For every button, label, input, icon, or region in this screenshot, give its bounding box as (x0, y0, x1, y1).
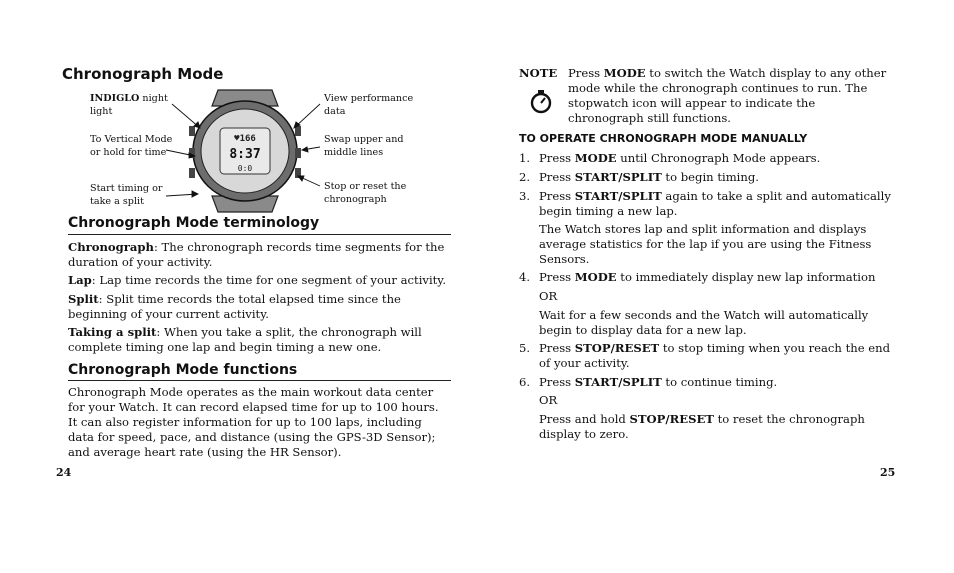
step-1-post: until Chronograph Mode appears. (616, 151, 821, 165)
step-5-pre: Press (539, 341, 575, 355)
term-taking-split (68, 325, 451, 355)
step-4-pre: Press (539, 270, 575, 284)
step-4-key: MODE (574, 270, 617, 284)
term-split (68, 292, 451, 322)
step-5-number: 5. (519, 341, 531, 355)
term-lap-label: Lap (68, 273, 92, 287)
term-lap-text: : Lap time records the time for one segment of your activity. (91, 273, 447, 287)
step-2-key: START/SPLIT (574, 170, 662, 184)
callout-swap-lines: Swap upper and middle lines (324, 134, 404, 158)
step-3-post: again to take a split and automatically begin timing a new lap. (539, 189, 891, 218)
step-5-post: to stop timing when you reach the end of your activity. (539, 341, 890, 370)
page-number-right: 25 (880, 466, 896, 479)
procedure-heading: TO OPERATE CHRONOGRAPH MODE MANUALLY (519, 132, 808, 145)
stopwatch-icon (529, 89, 553, 115)
step-5-key: STOP/RESET (574, 341, 660, 355)
step-4-or: OR (539, 289, 558, 303)
callout-stop-reset: Stop or reset the chronograph (324, 181, 407, 205)
step-4-number: 4. (519, 270, 531, 284)
terminology-heading: Chronograph Mode terminology (68, 215, 320, 231)
step-4-alternative: Wait for a few seconds and the Watch will automatically begin to display data for a new lap. (539, 308, 869, 337)
term-chronograph (68, 240, 451, 270)
note-label (519, 66, 557, 81)
term-taking-split-label: Taking a split (68, 325, 157, 339)
step-6-pre: Press (539, 375, 575, 389)
step-2-post: to begin timing. (661, 170, 759, 184)
step-6-key: START/SPLIT (574, 375, 662, 389)
terminology-rule (68, 234, 451, 235)
page-title: Chronograph Mode (62, 65, 224, 83)
step-1-pre: Press (539, 151, 575, 165)
step-3-key: START/SPLIT (574, 189, 662, 203)
step-3-number: 3. (519, 189, 531, 203)
callout-view-data: View performance data (324, 93, 414, 117)
callout-indiglo-text: night light (90, 93, 168, 117)
functions-paragraph: Chronograph Mode operates as the main workout data center for your Watch. It can record elapsed time for up to 100 hours. It can also register information for up to 100 laps, including data for speed, pace, and distance (using the GPS-3D Sensor); and average heart rate (using the HR Sensor). (68, 385, 439, 459)
term-lap (68, 273, 451, 288)
note-text: Press MODE to switch the Watch display to any other mode while the chronograph continues to run. The stopwatch icon will appear to indicate the chronograph still functions. (568, 66, 887, 125)
term-chronograph-label: Chronograph (68, 240, 154, 254)
page-number-left: 24 (56, 466, 72, 479)
callout-vertical-mode: To Vertical Mode or hold for time (90, 134, 173, 158)
functions-rule (68, 380, 451, 381)
step-4-post: to immediately display new lap information (616, 270, 876, 284)
step-6-post: to continue timing. (661, 375, 778, 389)
term-taking-split-text: : When you take a split, the chronograph will complete timing one lap and begin timing a new one. (68, 325, 422, 354)
step-2-pre: Press (539, 170, 575, 184)
step-6-or: OR (539, 393, 558, 407)
callout-start-split: Start timing or take a split (90, 183, 163, 207)
step-2-number: 2. (519, 170, 531, 184)
step-1-key: MODE (574, 151, 617, 165)
step-1-number: 1. (519, 151, 531, 165)
note-label-bold: NOTE (519, 66, 558, 80)
watch-display-line2: 8:37 (229, 147, 261, 162)
step-6-alt-pre: Press and hold (539, 412, 630, 426)
note-text-post: to switch the Watch display to any other mode while the chronograph continues to run. The stopwatch icon will appear to indicate the chronograph still functions. (568, 66, 887, 125)
watch-display-line1: ♥166 (234, 134, 256, 144)
term-split-text: : Split time records the total elapsed time since the beginning of your current activity. (68, 292, 401, 321)
watch-display-line3: 0:0 (237, 164, 253, 173)
note-mode: MODE (603, 66, 646, 80)
step-6-alt-key: STOP/RESET (629, 412, 714, 426)
term-split-label: Split (68, 292, 99, 306)
step-6-alt-post: to reset the chronograph display to zero. (539, 412, 865, 441)
step-3-note: The Watch stores lap and split information and displays average statistics for the lap if you are using the Fitness Sensors. (539, 222, 872, 266)
term-chronograph-text: : The chronograph records time segments for the duration of your activity. (68, 240, 445, 269)
callout-indiglo-bold: INDIGLO (90, 93, 140, 104)
step-3-pre: Press (539, 189, 575, 203)
step-6-alternative (539, 412, 884, 442)
functions-heading: Chronograph Mode functions (68, 362, 298, 378)
step-6-number: 6. (519, 375, 531, 389)
